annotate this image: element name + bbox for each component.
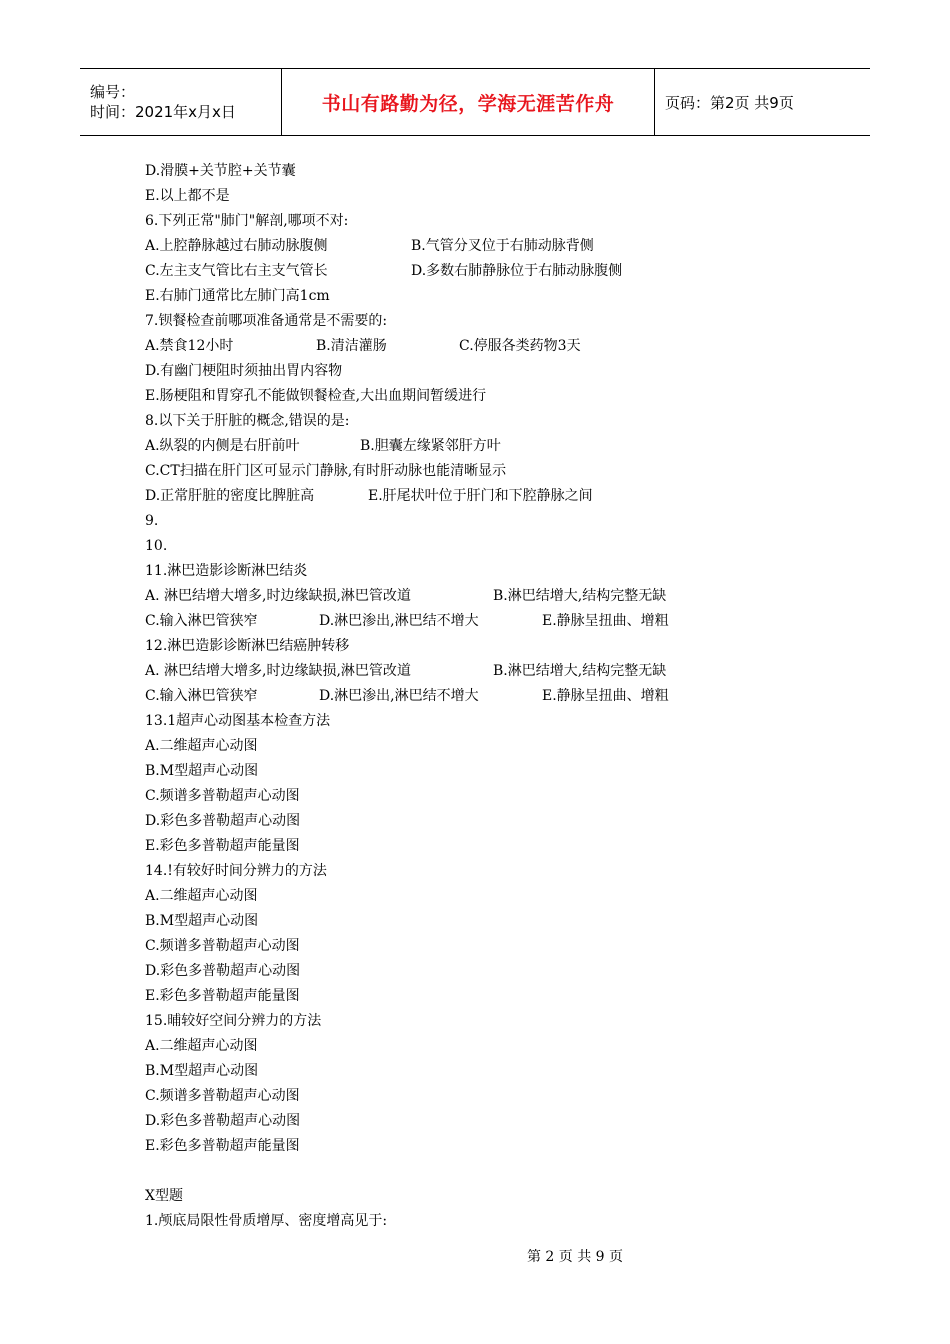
page-header bbox=[80, 68, 870, 136]
answer-option: C.停服各类药物3天 bbox=[459, 338, 581, 354]
answer-option: D.淋巴渗出,淋巴结不增大 bbox=[319, 688, 479, 704]
text-line bbox=[145, 884, 785, 909]
line-text: C.频谱多普勒超声心动图 bbox=[145, 1088, 300, 1104]
line-text: 7.钡餐检查前哪项准备通常是不需要的: bbox=[145, 313, 388, 329]
text-line bbox=[145, 234, 785, 259]
text-line bbox=[145, 984, 785, 1009]
line-text: E.以上都不是 bbox=[145, 188, 230, 204]
text-line bbox=[145, 809, 785, 834]
text-line bbox=[145, 559, 785, 584]
line-text: D.彩色多普勒超声心动图 bbox=[145, 963, 301, 979]
line-text: B.M型超声心动图 bbox=[145, 1063, 259, 1079]
answer-option: B.气管分叉位于右肺动脉背侧 bbox=[411, 238, 594, 254]
text-line bbox=[145, 1209, 785, 1234]
text-line bbox=[145, 759, 785, 784]
line-text: 11.淋巴造影诊断淋巴结炎 bbox=[145, 563, 308, 579]
text-line bbox=[145, 1134, 785, 1159]
line-text: A.二维超声心动图 bbox=[145, 738, 258, 754]
text-line bbox=[145, 509, 785, 534]
text-line bbox=[145, 259, 785, 284]
text-line bbox=[145, 634, 785, 659]
line-text: D.滑膜+关节腔+关节囊 bbox=[145, 163, 296, 179]
text-line bbox=[145, 209, 785, 234]
line-text: 1.颅底局限性骨质增厚、密度增高见于: bbox=[145, 1213, 388, 1229]
answer-option: A.纵裂的内侧是右肝前叶 bbox=[145, 438, 300, 454]
line-text: D.有幽门梗阻时须抽出胃内容物 bbox=[145, 363, 343, 379]
text-line bbox=[145, 159, 785, 184]
answer-option: A. 淋巴结增大增多,时边缘缺损,淋巴管改道 bbox=[145, 663, 411, 679]
answer-option: B.淋巴结增大,结构完整无缺 bbox=[493, 663, 667, 679]
answer-option: B.淋巴结增大,结构完整无缺 bbox=[493, 588, 667, 604]
line-text: C.频谱多普勒超声心动图 bbox=[145, 788, 300, 804]
answer-option: C.输入淋巴管狭窄 bbox=[145, 613, 258, 629]
line-text: E.右肺门通常比左肺门高1cm bbox=[145, 288, 330, 304]
line-text: E.彩色多普勒超声能量图 bbox=[145, 988, 300, 1004]
text-line bbox=[145, 484, 785, 509]
line-text: E.彩色多普勒超声能量图 bbox=[145, 838, 300, 854]
line-text: E.肠梗阻和胃穿孔不能做钡餐检查,大出血期间暂缓进行 bbox=[145, 388, 487, 404]
answer-option: C.左主支气管比右主支气管长 bbox=[145, 263, 328, 279]
answer-option: E.静脉呈扭曲、增粗 bbox=[542, 613, 669, 629]
document-number-label: 编号： bbox=[90, 83, 136, 101]
text-line bbox=[145, 659, 785, 684]
line-text: 12.淋巴造影诊断淋巴结癌肿转移 bbox=[145, 638, 350, 654]
line-text: X型题 bbox=[145, 1188, 183, 1204]
text-line bbox=[145, 834, 785, 859]
text-line bbox=[145, 184, 785, 209]
header-motto: 书山有路勤为径，学海无涯苦作舟 bbox=[282, 69, 655, 135]
text-line bbox=[145, 1009, 785, 1034]
line-text: D.彩色多普勒超声心动图 bbox=[145, 1113, 301, 1129]
text-line bbox=[145, 309, 785, 334]
text-line bbox=[145, 359, 785, 384]
answer-option: C.输入淋巴管狭窄 bbox=[145, 688, 258, 704]
text-line bbox=[145, 1084, 785, 1109]
text-line bbox=[145, 534, 785, 559]
answer-option: D.正常肝脏的密度比脾脏高 bbox=[145, 488, 315, 504]
text-line bbox=[145, 709, 785, 734]
line-text: 14.!有较好时间分辨力的方法 bbox=[145, 863, 327, 879]
text-line bbox=[145, 334, 785, 359]
line-text: 13.1超声心动图基本检查方法 bbox=[145, 713, 331, 729]
line-text: D.彩色多普勒超声心动图 bbox=[145, 813, 301, 829]
answer-option: A. 淋巴结增大增多,时边缘缺损,淋巴管改道 bbox=[145, 588, 411, 604]
text-line bbox=[145, 909, 785, 934]
answer-option: D.多数右肺静脉位于右肺动脉腹侧 bbox=[411, 263, 623, 279]
text-line bbox=[145, 1109, 785, 1134]
line-text: A.二维超声心动图 bbox=[145, 888, 258, 904]
text-line bbox=[145, 1184, 785, 1209]
text-line bbox=[145, 384, 785, 409]
blank-line bbox=[145, 1159, 785, 1184]
line-text: 15.晡较好空间分辨力的方法 bbox=[145, 1013, 322, 1029]
line-text: A.二维超声心动图 bbox=[145, 1038, 258, 1054]
line-text: 10. bbox=[145, 538, 168, 554]
answer-option: A.上腔静脉越过右肺动脉腹侧 bbox=[145, 238, 328, 254]
exam-questions bbox=[145, 159, 785, 1234]
document-date: 时间：2021年x月x日 bbox=[90, 103, 236, 121]
line-text: C.频谱多普勒超声心动图 bbox=[145, 938, 300, 954]
text-line bbox=[145, 934, 785, 959]
answer-option: A.禁食12小时 bbox=[145, 338, 234, 354]
header-meta bbox=[80, 69, 282, 135]
answer-option: D.淋巴渗出,淋巴结不增大 bbox=[319, 613, 479, 629]
text-line bbox=[145, 459, 785, 484]
text-line bbox=[145, 1034, 785, 1059]
line-text: B.M型超声心动图 bbox=[145, 913, 259, 929]
text-line bbox=[145, 859, 785, 884]
text-line bbox=[145, 959, 785, 984]
text-line bbox=[145, 609, 785, 634]
line-text: 9. bbox=[145, 513, 159, 529]
text-line bbox=[145, 434, 785, 459]
line-text: 8.以下关于肝脏的概念,错误的是: bbox=[145, 413, 350, 429]
text-line bbox=[145, 409, 785, 434]
line-text: E.彩色多普勒超声能量图 bbox=[145, 1138, 300, 1154]
header-page-number: 页码：第2页 共9页 bbox=[665, 93, 794, 112]
line-text: 6.下列正常"肺门"解剖,哪项不对: bbox=[145, 213, 349, 229]
text-line bbox=[145, 1059, 785, 1084]
text-line bbox=[145, 284, 785, 309]
answer-option: E.肝尾状叶位于肝门和下腔静脉之间 bbox=[368, 488, 593, 504]
answer-option: B.清洁灌肠 bbox=[316, 338, 387, 354]
line-text: C.CT扫描在肝门区可显示门静脉,有时肝动脉也能清晰显示 bbox=[145, 463, 507, 479]
text-line bbox=[145, 734, 785, 759]
answer-option: B.胆囊左缘紧邻肝方叶 bbox=[360, 438, 501, 454]
text-line bbox=[145, 684, 785, 709]
footer-page-number: 第 2 页 共 9 页 bbox=[526, 1249, 624, 1265]
text-line bbox=[145, 584, 785, 609]
line-text: B.M型超声心动图 bbox=[145, 763, 259, 779]
text-line bbox=[145, 784, 785, 809]
answer-option: E.静脉呈扭曲、增粗 bbox=[542, 688, 669, 704]
page-footer bbox=[0, 1246, 950, 1266]
